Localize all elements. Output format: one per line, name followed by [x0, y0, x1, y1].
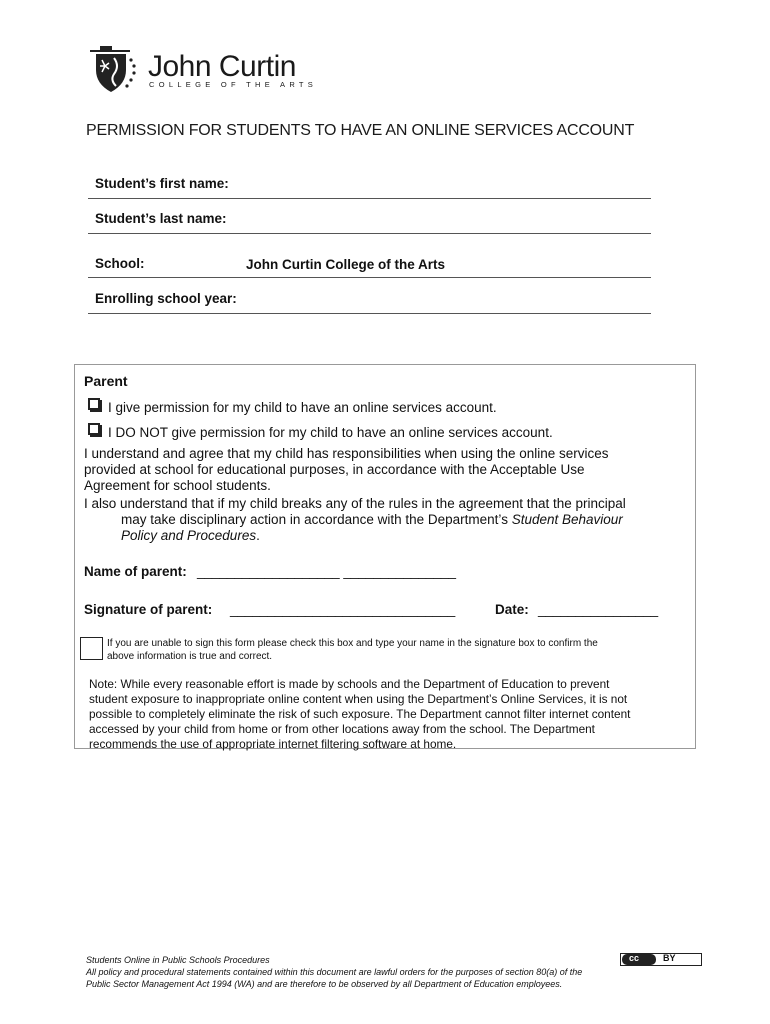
discipline-line: [84, 512, 626, 528]
date-field[interactable]: ________________: [538, 602, 659, 617]
note-line: accessed by your child from home or from other locations away from the school. The Department: [89, 722, 595, 736]
last-name-field[interactable]: [88, 233, 651, 234]
note-line: possible to completely eliminate the risk of such exposure. The Department cannot filter internet content: [89, 707, 631, 721]
policy-name-italic: Student Behaviour: [511, 512, 623, 527]
note-line: Note: While every reasonable effort is made by schools and the Department of Education to prevent: [89, 677, 610, 691]
logo-subtitle: COLLEGE OF THE ARTS: [149, 80, 318, 89]
unable-to-sign-checkbox[interactable]: [80, 637, 103, 660]
footer-line: All policy and procedural statements contained within this document are lawful orders for the purposes of section 80(a) of the: [86, 967, 583, 977]
agreement-paragraph: [84, 446, 609, 494]
logo-title: John Curtin: [148, 50, 296, 83]
footer: [86, 954, 582, 990]
footer-title: Students Online in Public Schools Procedures: [86, 955, 270, 965]
first-name-field[interactable]: [88, 198, 651, 199]
policy-name-italic: Policy and Procedures: [121, 528, 257, 543]
parent-heading: Parent: [84, 373, 128, 389]
discipline-line: I also understand that if my child breaks any of the rules in the agreement that the principal: [84, 496, 626, 511]
first-name-label: Student’s first name:: [95, 176, 229, 191]
year-label: Enrolling school year:: [95, 291, 237, 306]
by-label: BY: [663, 953, 676, 963]
parent-name-field[interactable]: ___________________ _______________: [197, 564, 457, 579]
parent-name-label: Name of parent:: [84, 564, 187, 579]
page-title: PERMISSION FOR STUDENTS TO HAVE AN ONLINE SERVICES ACCOUNT: [86, 122, 635, 139]
agreement-line: Agreement for school students.: [84, 478, 271, 493]
year-field[interactable]: [88, 313, 651, 314]
school-label: School:: [95, 256, 145, 271]
signature-field[interactable]: ______________________________: [230, 602, 456, 617]
creative-commons-badge-icon: [620, 953, 702, 966]
deny-permission-checkbox[interactable]: [88, 423, 100, 435]
unable-line: If you are unable to sign this form please check this box and type your name in the signature box to confirm the: [107, 638, 598, 649]
discipline-text: may take disciplinary action in accordance with the Department’s: [121, 512, 512, 527]
give-permission-label: I give permission for my child to have an online services account.: [108, 400, 497, 415]
footer-line: Public Sector Management Act 1994 (WA) and are therefore to be observed by all Department of Education employees.: [86, 979, 563, 989]
note-line: student exposure to inappropriate online content when using the Department’s Online Services, it is not: [89, 692, 628, 706]
give-permission-checkbox[interactable]: [88, 398, 100, 410]
date-label: Date:: [495, 602, 529, 617]
last-name-label: Student’s last name:: [95, 211, 227, 226]
agreement-line: provided at school for educational purposes, in accordance with the Acceptable Use: [84, 462, 585, 477]
school-field[interactable]: [88, 277, 651, 278]
unable-to-sign-text: [107, 637, 598, 663]
note-line: recommends the use of appropriate internet filtering software at home.: [89, 737, 457, 751]
discipline-paragraph: [84, 496, 626, 544]
cc-label: cc: [629, 953, 640, 963]
discipline-line: [84, 528, 626, 544]
signature-label: Signature of parent:: [84, 602, 213, 617]
deny-permission-label: I DO NOT give permission for my child to have an online services account.: [108, 425, 553, 440]
unable-line: above information is true and correct.: [107, 651, 273, 662]
period: .: [256, 528, 260, 543]
agreement-line: I understand and agree that my child has responsibilities when using the online services: [84, 446, 609, 461]
school-value: John Curtin College of the Arts: [246, 257, 445, 272]
note-paragraph: [89, 677, 630, 752]
